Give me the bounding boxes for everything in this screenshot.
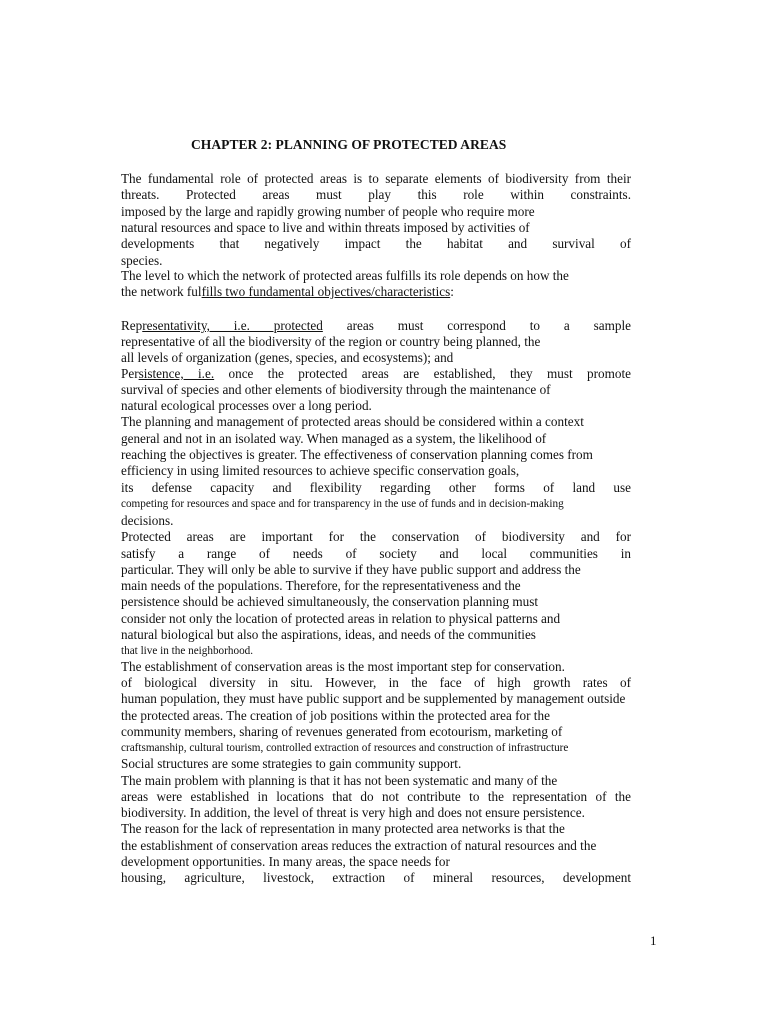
underlined-text: sistence, i.e. — [138, 366, 215, 381]
text-line: Representativity, i.e. protected areas must correspond to a sample — [121, 318, 631, 333]
text-line: biodiversity. In addition, the level of threat is very high and does not ensure persistence. — [121, 805, 585, 820]
text-line: The main problem with planning is that it has not been systematic and many of the — [121, 773, 558, 788]
text-line: reaching the objectives is greater. The effectiveness of conservation planning comes from — [121, 447, 593, 462]
text-line: of biological diversity in situ. However, in the face of high growth rates of — [121, 675, 631, 690]
text-line: The fundamental role of protected areas is to separate elements of biodiversity from their — [121, 171, 631, 186]
text-line: threats. Protected areas must play this role within constraints. — [121, 187, 631, 202]
text-line: general and not in an isolated way. When managed as a system, the likelihood of — [121, 431, 547, 446]
text-line: the network fulfills two fundamental objectives/characteristics: — [121, 284, 454, 299]
text-line: areas were established in locations that do not contribute to the representation of the — [121, 789, 631, 804]
text-line: efficiency in using limited resources to achieve specific conservation goals, — [121, 463, 520, 478]
text-line: main needs of the populations. Therefore, for the representativeness and the — [121, 578, 521, 593]
chapter-title: CHAPTER 2: PLANNING OF PROTECTED AREAS — [191, 137, 507, 152]
text-line: decisions. — [121, 513, 174, 528]
text-line: imposed by the large and rapidly growing number of people who require more — [121, 204, 535, 219]
text-line: Protected areas are important for the conservation of biodiversity and for — [121, 529, 631, 544]
text-line: craftsmanship, cultural tourism, controlled extraction of resources and construction of infrastructure — [121, 742, 569, 754]
text-line: The planning and management of protected areas should be considered within a context — [121, 414, 584, 429]
text-line: The level to which the network of protected areas fulfills its role depends on how the — [121, 268, 569, 283]
text-line: all levels of organization (genes, species, and ecosystems); and — [121, 350, 454, 365]
underlined-text: fills two fundamental objectives/characteristics — [201, 284, 451, 299]
text-line: the establishment of conservation areas reduces the extraction of natural resources and the — [121, 838, 597, 853]
text-line: Social structures are some strategies to gain community support. — [121, 756, 462, 771]
text-line: particular. They will only be able to survive if they have public support and address the — [121, 562, 581, 577]
text-line: satisfy a range of needs of society and local communities in — [121, 546, 631, 561]
text-line: natural resources and space to live and within threats imposed by activities of — [121, 220, 530, 235]
text-line: competing for resources and space and for transparency in the use of funds and in decision-making — [121, 498, 564, 510]
text-line: its defense capacity and flexibility regarding other forms of land use — [121, 480, 631, 495]
text-line: consider not only the location of protected areas in relation to physical patterns and — [121, 611, 561, 626]
text-line: The establishment of conservation areas is the most important step for conservation. — [121, 659, 565, 674]
text-line: natural ecological processes over a long period. — [121, 398, 372, 413]
text-line: The reason for the lack of representation in many protected area networks is that the — [121, 821, 565, 836]
text-line: human population, they must have public support and be supplemented by management outside — [121, 691, 626, 706]
text-line: development opportunities. In many areas, the space needs for — [121, 854, 450, 869]
text-line: community members, sharing of revenues generated from ecotourism, marketing of — [121, 724, 563, 739]
text-line: the protected areas. The creation of job positions within the protected area for the — [121, 708, 550, 723]
text-line: Persistence, i.e. once the protected areas are established, they must promote — [121, 366, 631, 381]
page-number: 1 — [650, 933, 657, 948]
text-line: representative of all the biodiversity of the region or country being planned, the — [121, 334, 541, 349]
text-line: species. — [121, 253, 163, 268]
text-line: developments that negatively impact the habitat and survival of — [121, 236, 631, 251]
text-line: survival of species and other elements of biodiversity through the maintenance of — [121, 382, 551, 397]
text-line: that live in the neighborhood. — [121, 645, 254, 657]
text-line: persistence should be achieved simultaneously, the conservation planning must — [121, 594, 539, 609]
text-line: natural biological but also the aspirations, ideas, and needs of the communities — [121, 627, 536, 642]
underlined-text: resentativity, i.e. protected — [142, 318, 323, 333]
text-line: housing, agriculture, livestock, extraction of mineral resources, development — [121, 870, 631, 885]
